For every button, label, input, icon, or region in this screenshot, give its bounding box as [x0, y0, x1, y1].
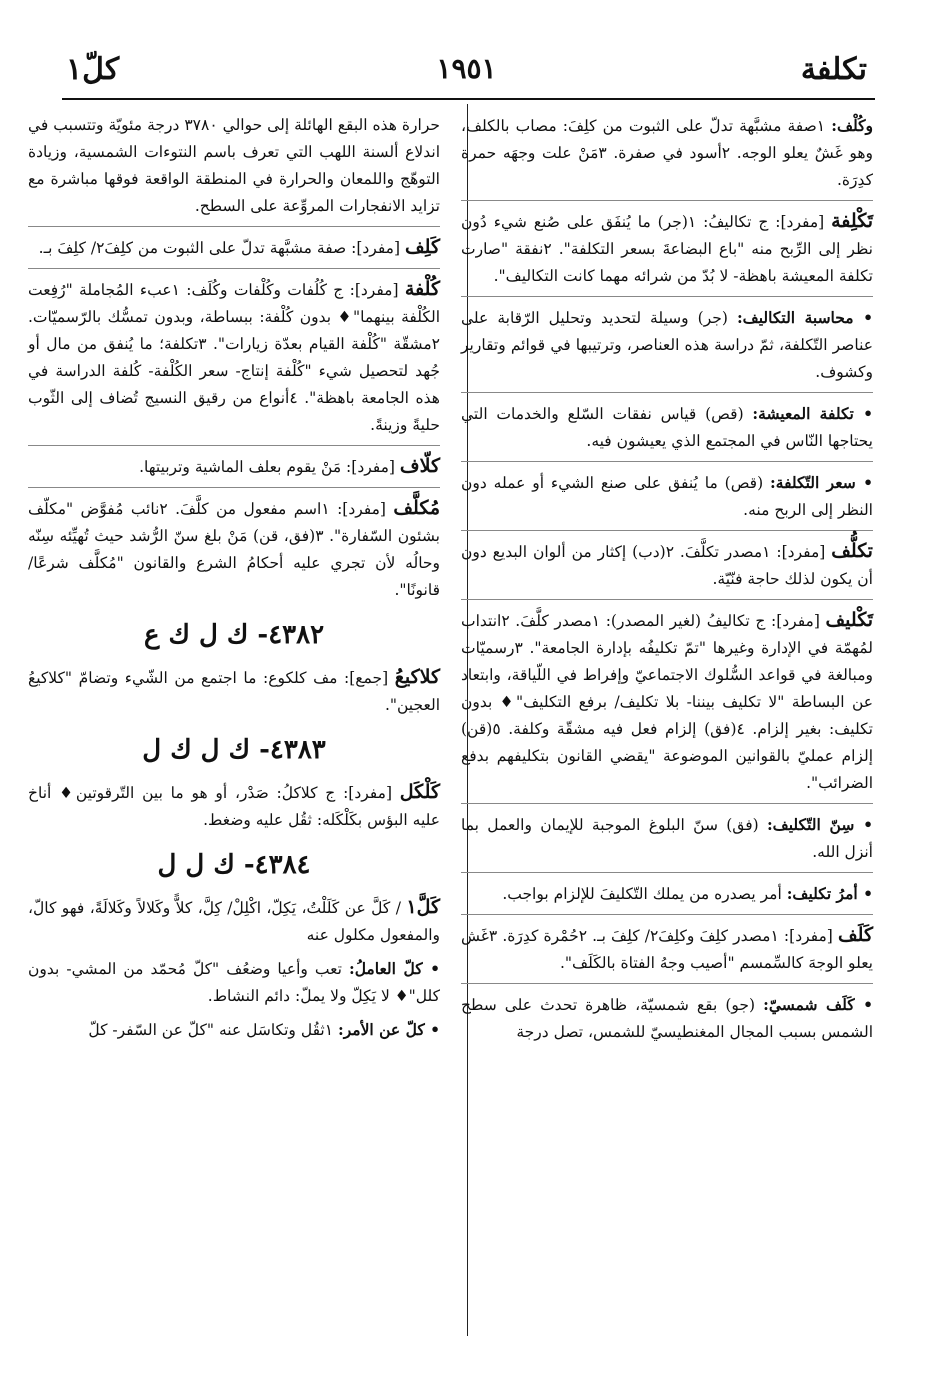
entry: [461, 208, 873, 290]
entry-headword: كَلَّ١: [406, 896, 440, 918]
entry-headword: كَلْكَل: [399, 781, 440, 803]
entry-separator: [461, 983, 873, 984]
entry-headword: • أمرُ تكليف:: [786, 884, 873, 903]
right-column: [461, 112, 873, 1052]
entry-headword: كلّاف: [399, 455, 440, 477]
entry-text: [مفرد]: ١مصدر كلِفَ وكلِفَ٢/ كلِفَ بـ. ٢حُمْرة كدِرَة. ٣غَش يعلو الوجهَ كالسِّمسم "أصيب وجهُ الفتاة بالكَلَف".: [461, 927, 873, 972]
entry-text: (جو) بقع شمسيّة، ظاهرة تحدث على سطح الشمس بسبب المجال المغنطيسيّ للشمس، تصل درجة: [461, 996, 873, 1041]
sub-entry: [461, 991, 873, 1046]
sub-entry: [461, 304, 873, 386]
continuation-text: حرارة هذه البقع الهائلة إلى حوالي ٣٧٨٠ درجة مئويّة وتتسبب في اندلاع ألسنة اللهب التي تعرف باسم النتوءات الشمسية، وزيادة التوهّج واللمعان والحرارة في المنطقة الواقعة فوقها مباشرة مع تزايد الانفجارات المروِّعة على السطح.: [28, 116, 440, 215]
entry: [461, 607, 873, 797]
entry-headword: كلاكيعُ: [394, 666, 440, 688]
entry: [28, 234, 440, 262]
entry-text: [مفرد]: ج تكاليفُ (لغير المصدر): ١مصدر كلَّفَ. ٢انتداب لمُهمّة في الإدارة وغيرها "تمّ تكليفُه بإدارة الجامعة". ٣رسميّات ومبالغة في قواعد السُّلوك الاجتماعيّ وإفراط في اللّياقة، وابتعاد عن البساطة "لا تكليف بيننا- بلا تكليف/ برفع التكليف"♦ بدون تكليف: بغير إلزام. ٤(فق) إلزام فعل فيه مشقّة وكلفة. ٥(قن) إلزام عمليّ بالقوانين الموضوعة "يقضي القانون بتكليفهم بدفع الضرائب".: [461, 612, 873, 792]
entry-text: (قص) ما يُنفق على صنع الشيء أو عمله دون النظر إلى الربح منه.: [461, 474, 873, 519]
entry-text: تعب وأعيا وضعُف "كلّ مُحمّد من المشي- بدون كلل"♦ لا يَكِلّ ولا يملّ: دائم النشاط.: [28, 960, 440, 1005]
page-number: ١٩٥١: [436, 52, 497, 85]
entry-headword: تَكْليف: [825, 609, 873, 631]
entry-text: [مفرد]: ج تكاليفُ: ١(جر) ما يُنفَق على صُنع شيء دُون نظر إلى الرِّبح منه "باع البضاعةَ بسعر التكلفة". ٢نفقة "صارت تكلفة المعيشة باهظة- لا بُدّ من شرائه مهما كانت التكاليف".: [461, 213, 873, 285]
sub-entry: [28, 1016, 440, 1044]
header-rule: [62, 98, 875, 100]
entry-separator: [28, 226, 440, 227]
sub-entry: [461, 469, 873, 524]
entry-text: [مفرد]: ج كلاكلُ: صَدْر، أو هو ما بين التّرقوتين♦ أناخ عليه البؤس بكَلْكَله: ثقُل عليه وضغط.: [28, 784, 440, 829]
entry-headword: كَلَف: [837, 924, 873, 946]
entry: [28, 664, 440, 719]
entry-text: (فق) سنّ البلوغ الموجبة للإيمان والعمل بما أنزل الله.: [461, 816, 873, 861]
entry-headword: • سعر التّكلفة:: [770, 473, 873, 492]
entry-text: [مفرد]: ١مصدر تكلَّفَ. ٢(دب) إكثار من ألوان البديع دون أن يكون لذلك حاجة فنّيّة.: [461, 543, 873, 588]
running-head-first-word: تكلفة: [800, 52, 867, 87]
entry: [28, 779, 440, 834]
sub-entry: [28, 955, 440, 1010]
entry-headword: وكُلْف:: [831, 116, 873, 135]
running-head-last-word: كلّ١: [66, 52, 120, 87]
entry: [28, 894, 440, 949]
entry-text: (جر) وسيلة لتحديد وتحليل الرّقابة على عناصر التّكلفة، ثمّ دراسة هذه العناصر، وترتيبها في قوائم وتقارير وكشوف.: [461, 309, 873, 381]
entry-headword: كَلِف: [404, 236, 440, 258]
entry-headword: • تكلفة المعيشة:: [752, 404, 874, 423]
sub-entry: [461, 880, 873, 908]
entry-text: (قص) قياس نفقات السّلع والخدمات التي يحتاجها النّاس في المجتمع الذي يعيشون فيه.: [461, 405, 873, 450]
entry-headword: • سِنّ التّكليف:: [766, 815, 874, 834]
entry-headword: • محاسبة التكاليف:: [736, 308, 873, 327]
left-column: [28, 112, 440, 1050]
entry-separator: [461, 530, 873, 531]
root-section-heading: ٤٣٨٢- ك ل ك ع: [143, 620, 325, 650]
entry-separator: [461, 392, 873, 393]
entry: [28, 453, 440, 481]
root-section-heading: ٤٣٨٣- ك ل ك ل: [142, 735, 326, 765]
entry-separator: [461, 803, 873, 804]
entry: [461, 922, 873, 977]
entry-separator: [28, 445, 440, 446]
sub-entry: [461, 811, 873, 866]
entry: [461, 538, 873, 593]
entry: [461, 112, 873, 194]
entry-headword: تكلُّف: [831, 540, 873, 562]
entry-separator: [461, 296, 873, 297]
entry-separator: [461, 599, 873, 600]
entry: [28, 495, 440, 604]
sub-entry: [461, 400, 873, 455]
entry-separator: [28, 487, 440, 488]
entry-text: [مفرد]: صفة مشبَّهة تدلّ على الثبوت من كلِفَ٢/ كلِفَ بـ.: [38, 239, 401, 257]
entry-headword: • كَلَف شمسيّ:: [763, 995, 874, 1014]
entry: [28, 276, 440, 439]
entry-text: أمر يصدره من يملك التّكليفَ للإلزام بواجب.: [502, 885, 782, 903]
entry-text: / كَلَّ عن كَلَلْتُ، يَكِلّ، اكْلِلْ/ كِلَّ، كلاًّ وكَلالاً وكَلالَةً، فهو كالّ، والمفعول مكلول عنه: [28, 899, 440, 944]
entry-headword: • كلّ العاملُ:: [348, 959, 440, 978]
entry-headword: • كلّ عن الأمر:: [338, 1020, 440, 1039]
entry-separator: [461, 200, 873, 201]
root-section-heading: ٤٣٨٤- ك ل ل: [157, 850, 311, 880]
entry-separator: [461, 461, 873, 462]
entry-text: [مفرد]: ١اسم مفعول من كلَّفَ. ٢نائب مُفوَّض "مكلّف بشئون السّفارة". ٣(فق، قن) مَنْ بلغ سنّ الرُّشد حيث تُهيِّئه سِنّه وحالُه لأن تجري عليه أحكامُ الشرع والقانون "مُكلَّف شرعًا/ قانونًا".: [28, 500, 440, 599]
entry-text: [مفرد]: مَنْ يقوم بعلف الماشية وتربيتها.: [139, 458, 395, 476]
entry-separator: [461, 872, 873, 873]
entry-separator: [461, 914, 873, 915]
entry-text: [جمع]: مف كلكوع: ما اجتمع من الشّيء وتضامّ "كلاكيعُ العجين".: [28, 669, 440, 714]
entry-separator: [28, 268, 440, 269]
entry-text: ١ثقُل وتكاسَل عنه "كلّ عن السّفر- كلّ: [88, 1021, 334, 1039]
entry-text: [مفرد]: ج كُلُفات وكُلْفات وكُلَف: ١عبء المُجاملة "رُفِعت الكُلْفة بينهما"♦ بدون كُلْفة: ببساطة، وبدون تمسُّك بالرّسميّات. ٢مشقّة "كُلْفة القيام بعدّة زيارات". ٣تكلفة؛ ما يُنفق من مال أو جُهد لتحصيل شيء "كُلْفة إنتاج- سعر الكُلْفة- كُلفة الدراسة في هذه الجامعة باهظة". ٤أنواع من رقيق النسيج تُضاف إلى الثّوب حليةً وزينةً.: [28, 281, 440, 434]
entry-headword: مُكلَّف: [393, 497, 441, 519]
entry-headword: كُلْفة: [404, 278, 440, 300]
entry-text: ١صفة مشبَّهة تدلّ على الثبوت من كلِفَ: مصاب بالكلف، وهو غَشٌ يعلو الوجه. ٢أسود في صفرة. ٣مَنْ علت وجهَه حمرة كدِرَة.: [461, 117, 873, 189]
entry-headword: تَكْلِفة: [831, 210, 873, 232]
